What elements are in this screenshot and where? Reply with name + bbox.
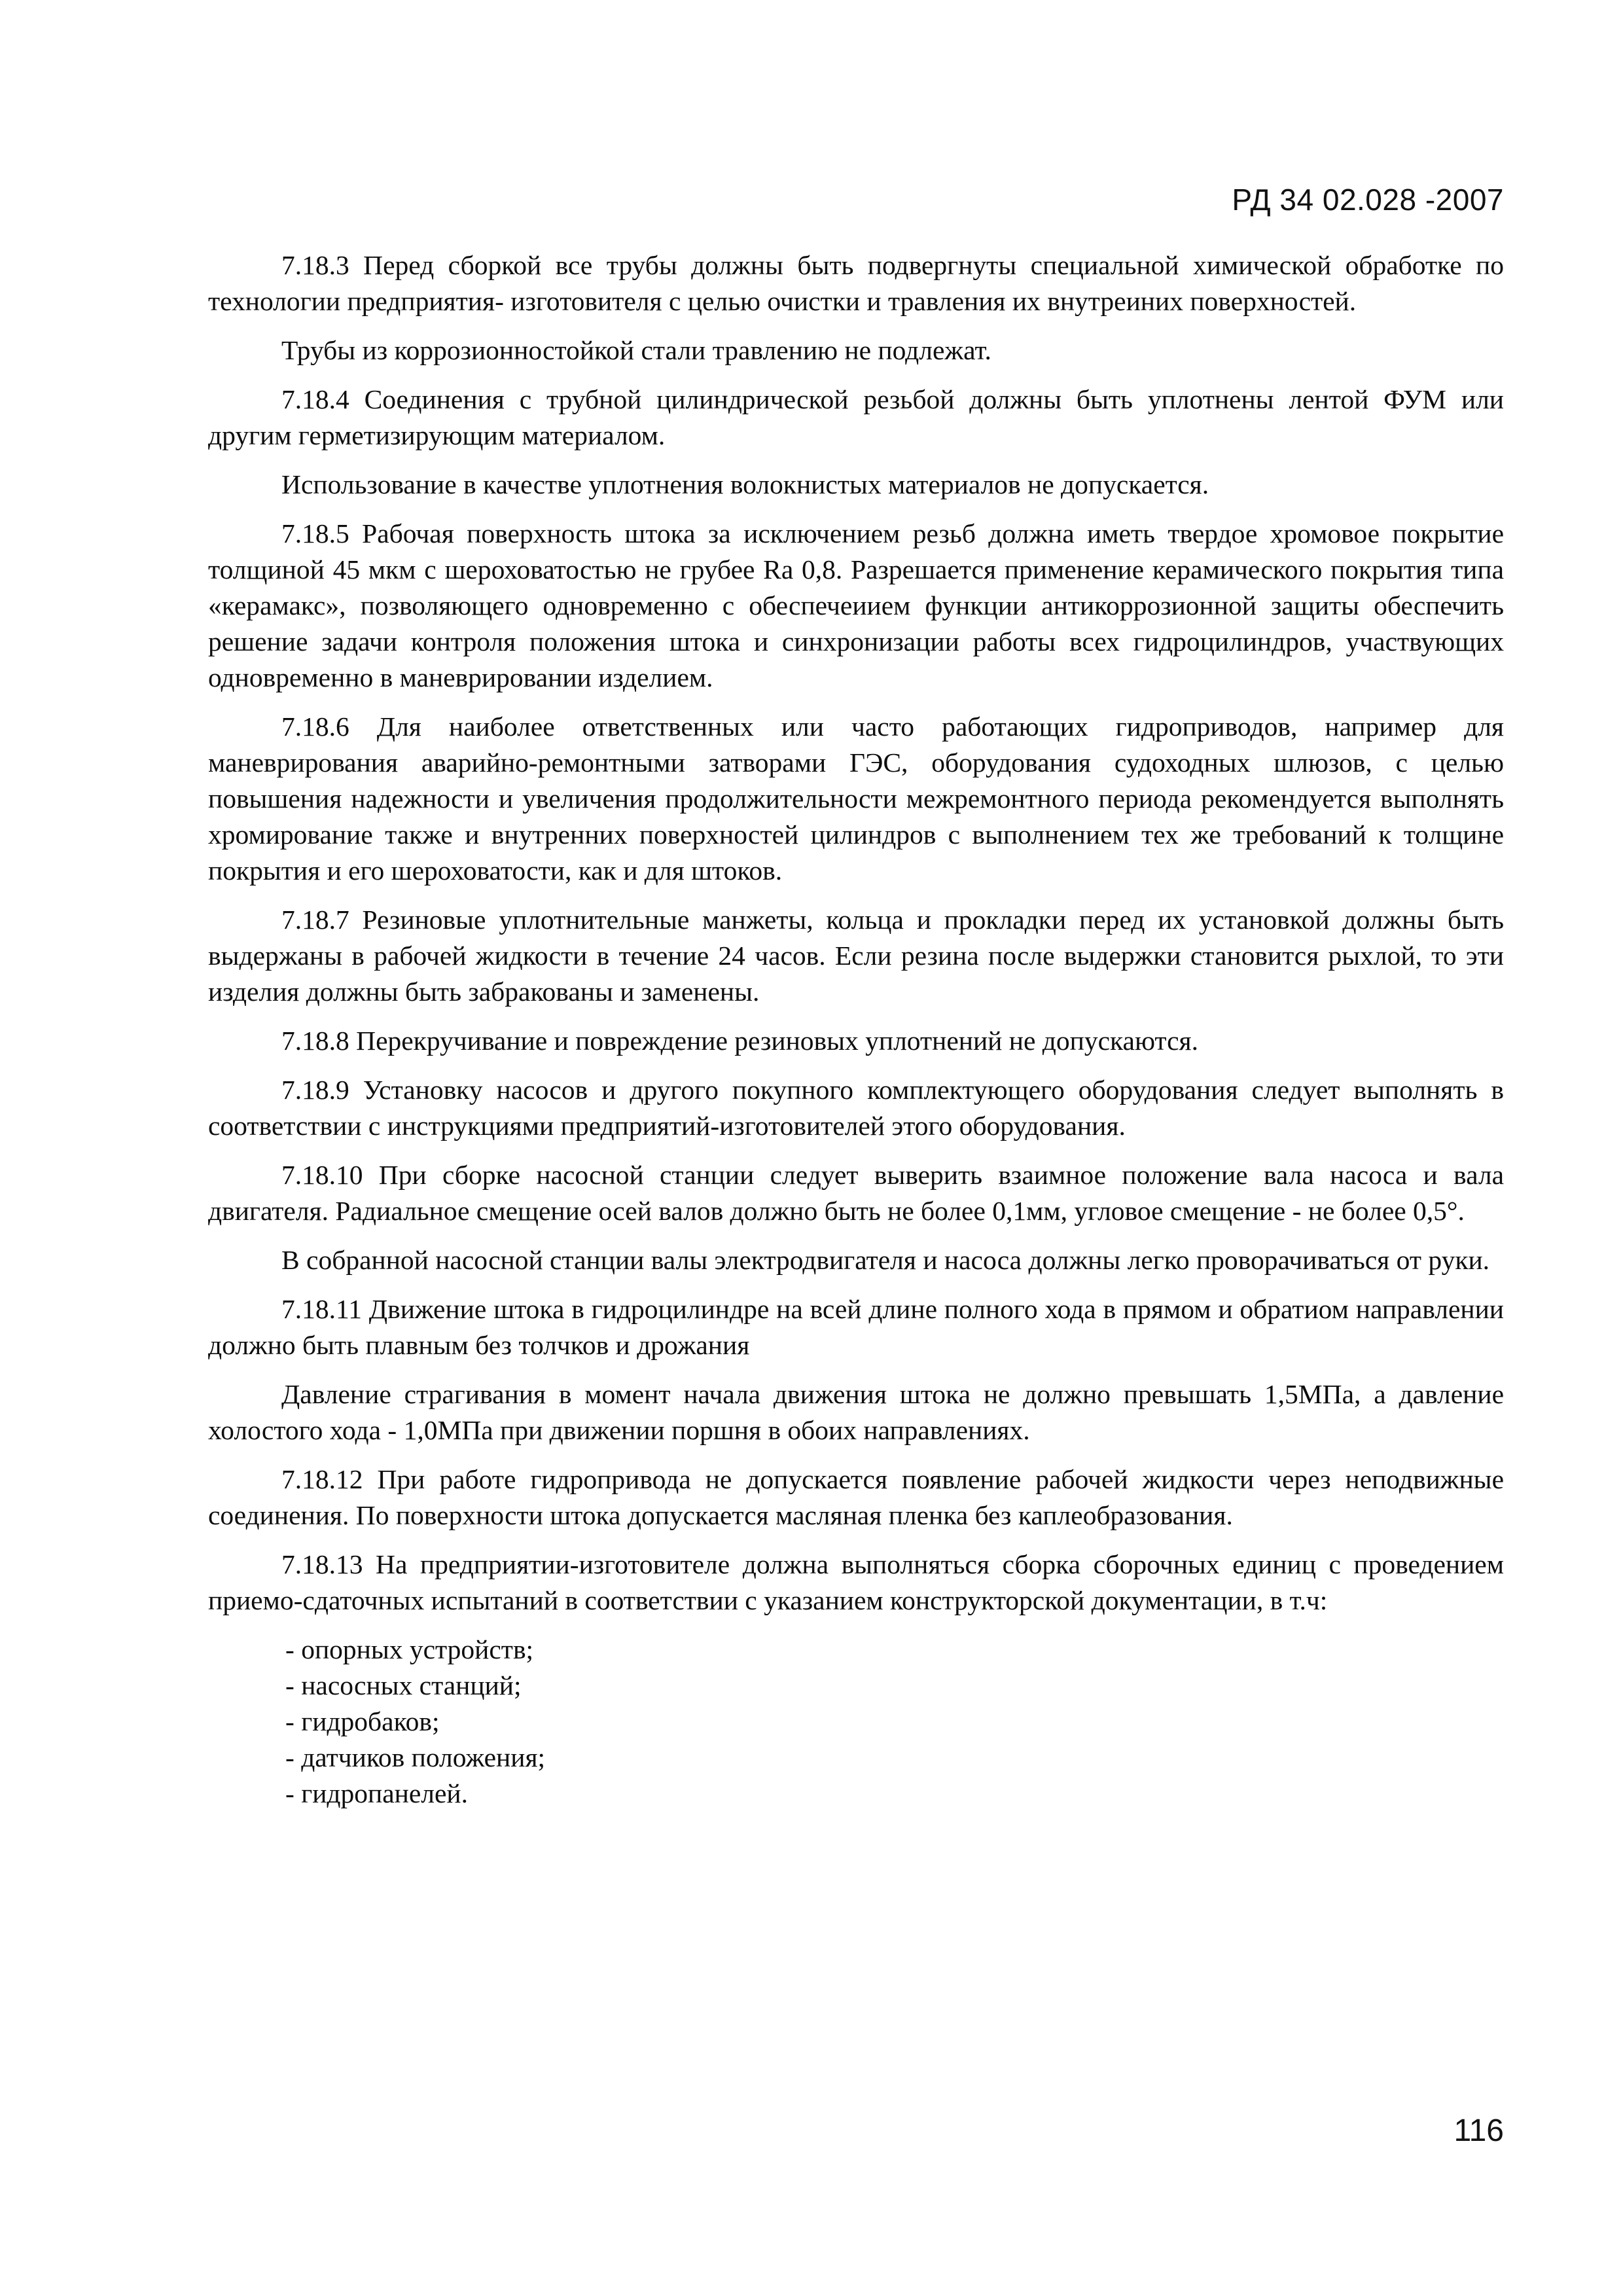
paragraph-pressure: Давление страгивания в момент начала движения штока не должно превышать 1,5МПа, а давление холостого хода - 1,0МПа при движении поршня в обоих направлениях. [208,1379,1504,1445]
paragraph-7-18-12: 7.18.12 При работе гидропривода не допускается появление рабочей жидкости через неподвижные соединения. По поверхности штока допускается масляная пленка без каплеобразования. [208,1464,1504,1530]
paragraph-7-18-13: 7.18.13 На предприятии-изготовителе должна выполняться сборка сборочных единиц с проведением приемо-сдаточных испытаний в соответствии с указанием конструкторской документации, в т.ч: [208,1549,1504,1615]
paragraph-fiber-note: Использование в качестве уплотнения волокнистых материалов не допускается. [281,469,1209,499]
list-item: - гидробаков; [285,1706,440,1736]
paragraph-7-18-7: 7.18.7 Резиновые уплотнительные манжеты, кольца и прокладки перед их установкой должны быть выдержаны в рабочей жидкости в течение 24 часов. Если резина после выдержки становится рыхлой, то эти изделия должны быть забракованы и заменены. [208,905,1504,1007]
paragraph-7-18-3: 7.18.3 Перед сборкой все трубы должны быть подвергнуты специальной химической обработке по технологии предприятия- изготовителя с целью очистки и травления их внутреиних поверхностей. [208,250,1504,316]
document-code: РД 34 02.028 -2007 [1232,183,1504,217]
assembly-units-list [208,1632,1504,1812]
paragraph-7-18-6: 7.18.6 Для наиболее ответственных или часто работающих гидроприводов, например для маневрирования аварийно-ремонтными затворами ГЭС, оборудования судоходных шлюзов, с целью повышения надежности и увеличения продолжительности межремонтного периода рекомендуется выполнять хромирование также и внутренних поверхностей цилиндров с выполнением тех же требований к толщине покрытия и его шероховатости, как и для штоков. [208,711,1504,886]
list-item: - датчиков положения; [285,1742,546,1772]
paragraph-stainless-note: Трубы из коррозионностойкой стали травлению не подлежат. [281,335,991,365]
paragraph-pump-shafts: В собранной насосной станции валы электродвигателя и насоса должны легко проворачиваться от руки. [281,1245,1490,1275]
list-item: - гидропанелей. [285,1778,469,1808]
paragraph-7-18-4: 7.18.4 Соединения с трубной цилиндрической резьбой должны быть уплотнены лентой ФУМ или другим герметизирующим материалом. [208,384,1504,450]
page-number: 116 [1454,2113,1504,2148]
paragraph-7-18-9: 7.18.9 Установку насосов и другого покупного комплектующего оборудования следует выполнять в соответствии с инструкциями предприятий-изготовителей этого оборудования. [208,1075,1504,1141]
paragraph-7-18-11: 7.18.11 Движение штока в гидроцилиндре на всей длине полного хода в прямом и обратиом направлении должно быть плавным без толчков и дрожания [208,1294,1504,1360]
list-item: - насосных станций; [285,1670,522,1700]
paragraph-7-18-10: 7.18.10 При сборке насосной станции следует выверить взаимное положение вала насоса и вала двигателя. Радиальное смещение осей валов должно быть не более 0,1мм, угловое смещение - не более 0,5°. [208,1160,1504,1226]
list-item: - опорных устройств; [285,1634,534,1664]
paragraph-7-18-8: 7.18.8 Перекручивание и повреждение резиновых уплотнений не допускаются. [281,1026,1198,1056]
document-body [208,247,1504,1812]
paragraph-7-18-5: 7.18.5 Рабочая поверхность штока за исключением резьб должна иметь твердое хромовое покрытие толщиной 45 мкм с шероховатостью не грубее Ra 0,8. Разрешается применение керамического покрытия типа «керамакс», позволяющего одновременно с обеспечеиием функции антикоррозионной защиты обеспечить решение задачи контроля положения штока и синхронизации работы всех гидроцилиндров, участвующих одновременно в маневрировании изделием. [208,518,1504,692]
